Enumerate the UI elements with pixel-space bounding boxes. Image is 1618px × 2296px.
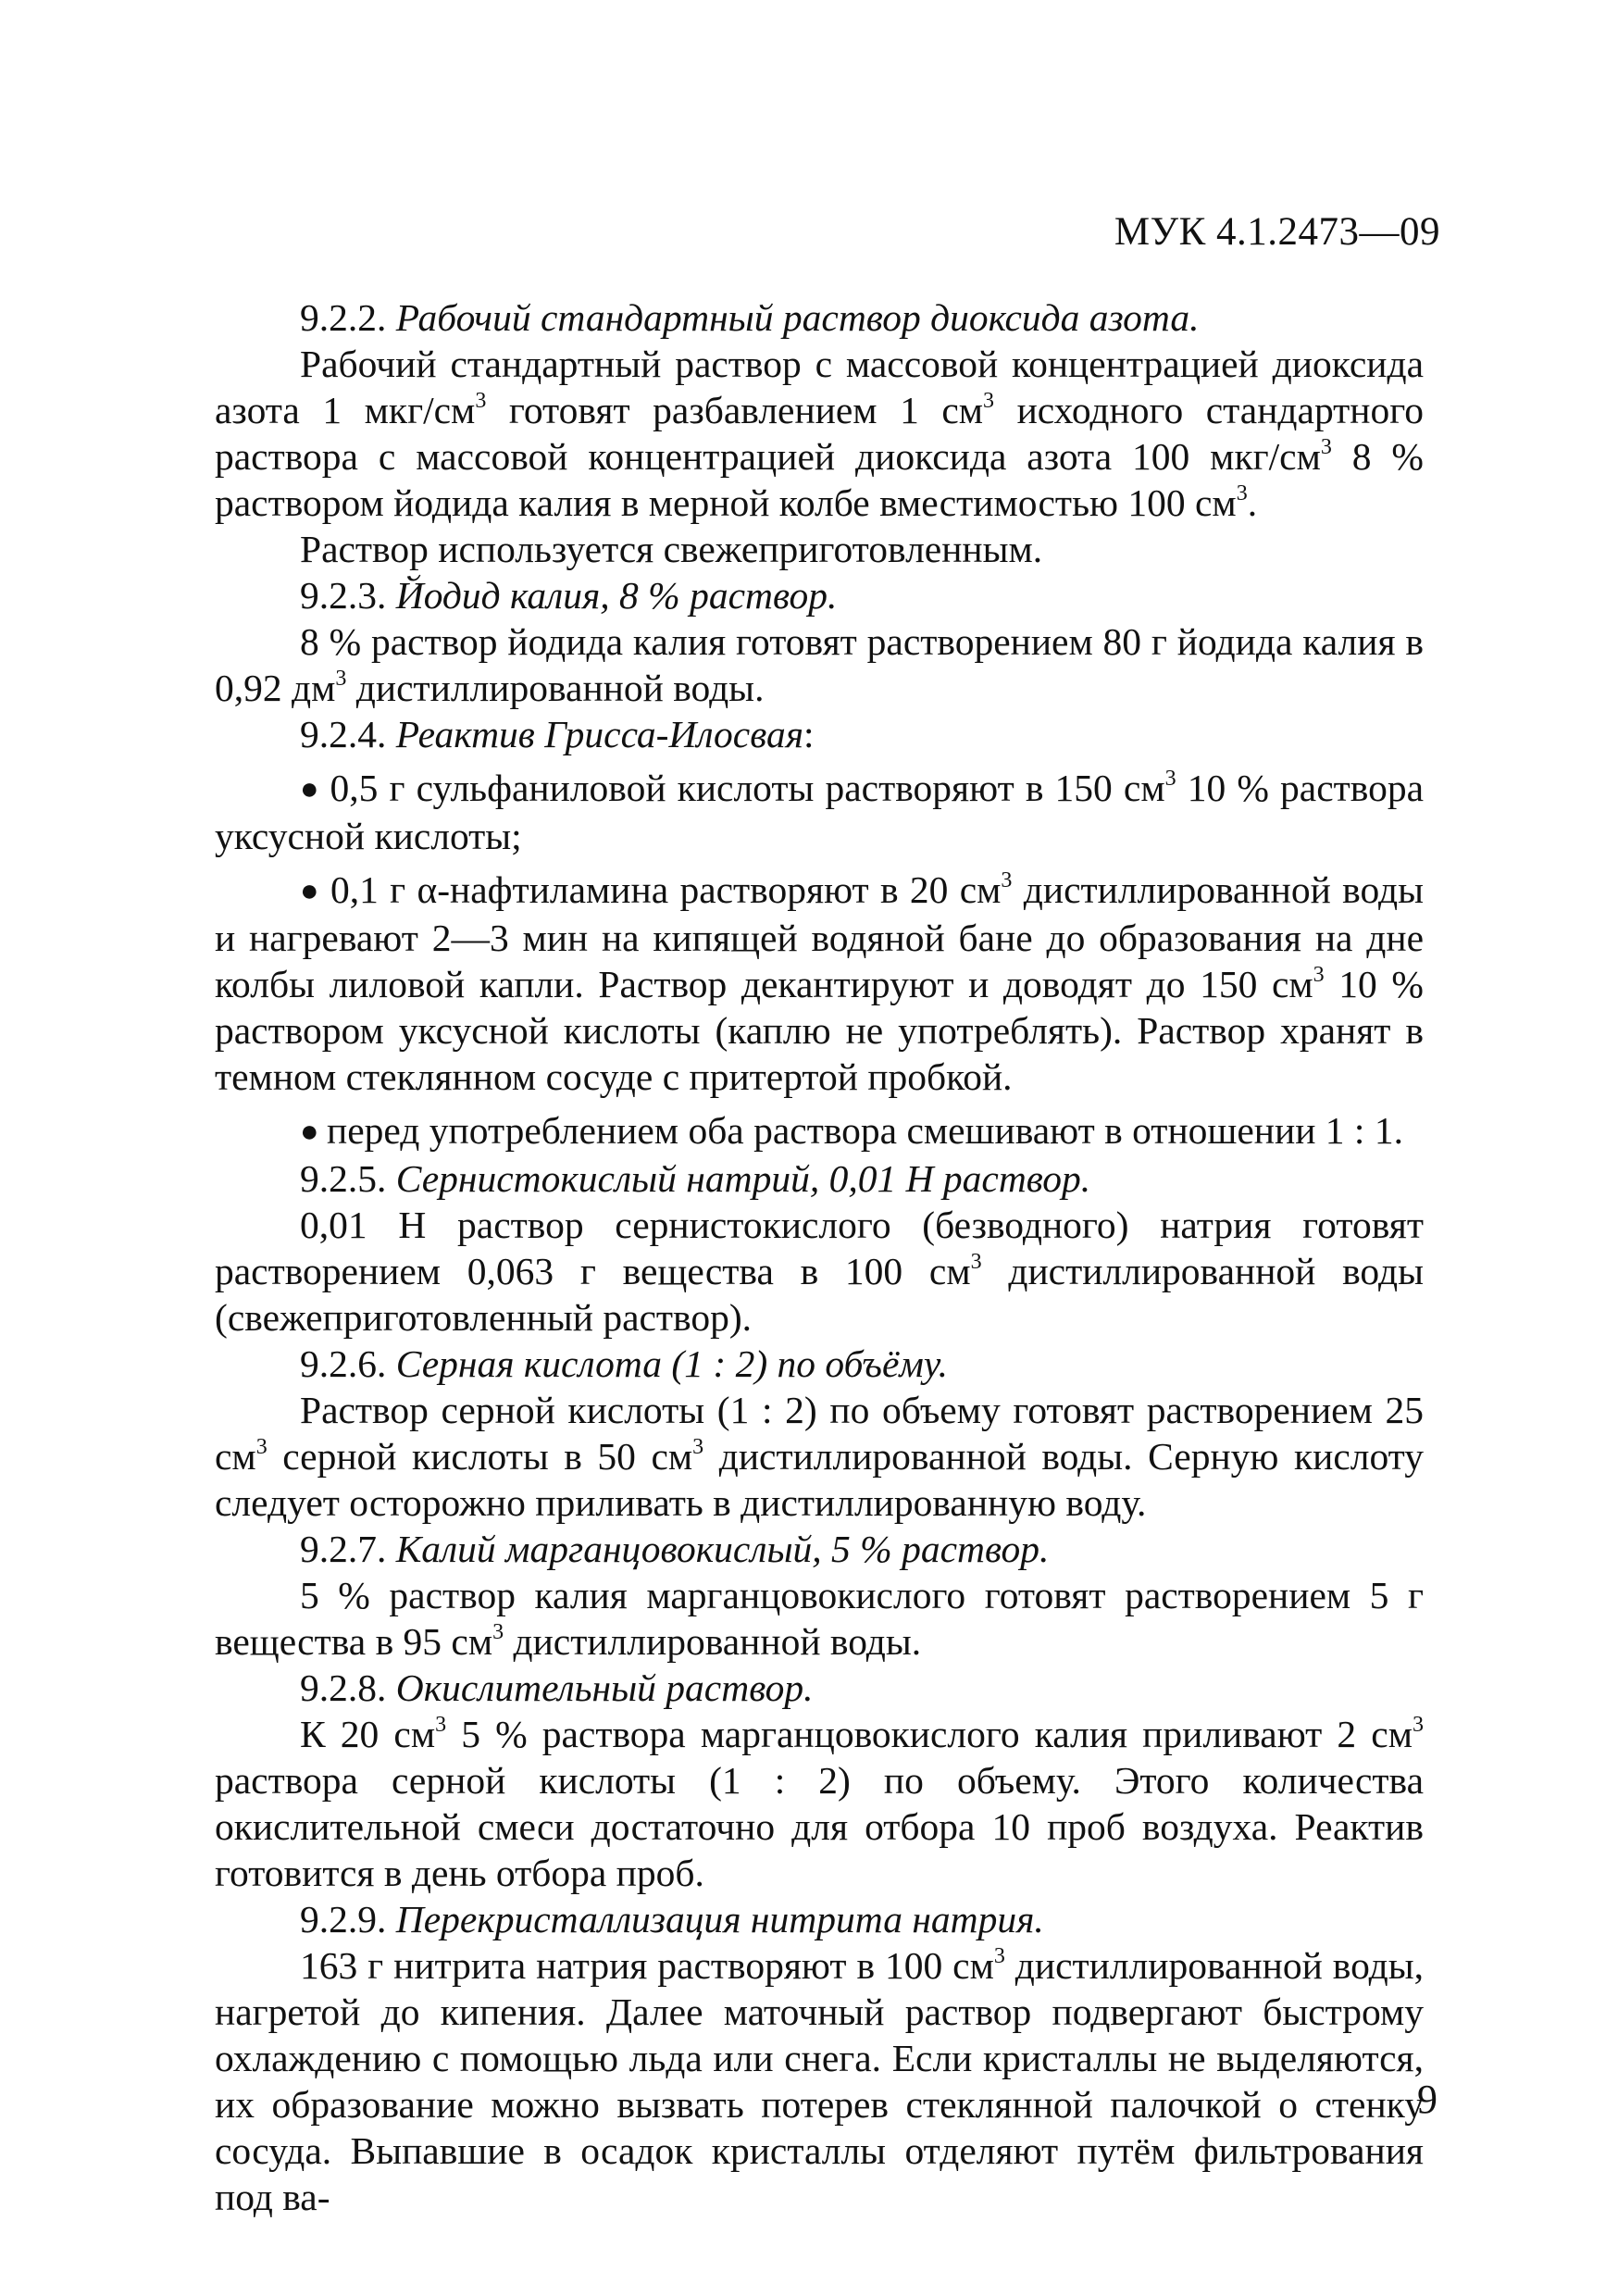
- bullet-dot-icon: ●: [300, 772, 330, 806]
- section-heading: [215, 1896, 1424, 1942]
- bullet-item: ● 0,1 г α-нафтиламина растворяют в 20 $см^3$ дистиллированной воды и нагревают 2—3 мин на кипящей водяной бане до образования на дне колбы лиловой капли. Раствор декантируют и доводят до 150 $см^3$ 10 % раствором уксусной кислоты (каплю не употреблять). Раствор хранят в темном стеклянном сосуде с притертой пробкой.: [215, 868, 1424, 1098]
- section-number: 9.2.6.: [300, 1342, 396, 1385]
- section-number: 9.2.7.: [300, 1528, 396, 1570]
- section-number: 9.2.9.: [300, 1898, 396, 1940]
- paragraph: Раствор серной кислоты (1 : 2) по объему готовят растворением 25 $см^3$ серной кислоты в 50 $см^3$ дистиллированной воды. Серную кислоту следует осторожно приливать в дистиллированную воду.: [215, 1389, 1424, 1524]
- section-title: Окислительный раствор.: [395, 1666, 814, 1709]
- section-number: 9.2.4.: [300, 713, 396, 755]
- section-heading: [215, 1341, 1424, 1387]
- bullet-dot-icon: ●: [300, 874, 330, 908]
- document-body: [215, 294, 1424, 2220]
- paragraph: 8 % раствор йодида калия готовят растворением 80 г йодида калия в 0,92 $дм^3$ дистиллированной воды.: [215, 620, 1424, 709]
- document-header: МУК 4.1.2473—09: [1114, 210, 1440, 254]
- section-title: Перекристаллизация нитрита натрия.: [395, 1898, 1044, 1940]
- paragraph: 5 % раствор калия марганцовокислого готовят растворением 5 г вещества в 95 $см^3$ дистиллированной воды.: [215, 1574, 1424, 1663]
- section-heading: [215, 572, 1424, 618]
- paragraph: 0,01 Н раствор сернистокислого (безводного) натрия готовят растворением 0,063 г вещества в 100 $см^3$ дистиллированной воды (свежеприготовленный раствор).: [215, 1204, 1424, 1339]
- section-number: 9.2.2.: [300, 296, 396, 339]
- paragraph: Раствор используется свежеприготовленным.: [300, 528, 1043, 570]
- bullet-dot-icon: ●: [300, 1115, 328, 1149]
- paragraph: К 20 $см^3$ 5 % раствора марганцовокислого калия приливают 2 $см^3$ раствора серной кислоты (1 : 2) по объему. Этого количества окислительной смеси достаточно для отбора 10 проб воздуха. Реактив готовится в день отбора проб.: [215, 1713, 1424, 1894]
- section-heading: [215, 294, 1424, 341]
- section-title: Серная кислота (1 : 2) по объёму.: [395, 1342, 949, 1385]
- section-number: 9.2.8.: [300, 1666, 396, 1709]
- section-heading: 9.2.4. Реактив Грисса-Илосвая:: [300, 713, 815, 755]
- section-number: 9.2.5.: [300, 1157, 396, 1200]
- bullet-item: ● 0,5 г сульфаниловой кислоты растворяют в 150 $см^3$ 10 % раствора уксусной кислоты;: [215, 767, 1424, 857]
- paragraph: Рабочий стандартный раствор с массовой концентрацией диоксида азота 1 мкг/$см^3$ готовят разбавлением 1 $см^3$ исходного стандартного раствора с массовой концентрацией диоксида азота 100 мкг/$см^3$ 8 % раствором йодида калия в мерной колбе вместимостью 100 $см^3$.: [215, 343, 1424, 524]
- page-number: 9: [1417, 2077, 1438, 2122]
- section-title: Сернистокислый натрий, 0,01 Н раствор.: [395, 1157, 1091, 1200]
- section-heading: [215, 1155, 1424, 1202]
- section-title: Йодид калия, 8 % раствор.: [395, 574, 838, 617]
- section-title: Рабочий стандартный раствор диоксида азота.: [395, 296, 1200, 339]
- bullet-item: ● перед употреблением оба раствора смешивают в отношении 1 : 1.: [300, 1109, 1403, 1152]
- paragraph: 163 г нитрита натрия растворяют в 100 $см^3$ дистиллированной воды, нагретой до кипения. Далее маточный раствор подвергают быстрому охлаждению с помощью льда или снега. Если кристаллы не выделяются, их образование можно вызвать потерев стеклянной палочкой о стенку сосуда. Выпавшие в осадок кристаллы отделяют путём фильтрования под ва-: [215, 1944, 1424, 2218]
- section-title: Калий марганцовокислый, 5 % раствор.: [395, 1528, 1050, 1570]
- section-title: Реактив Грисса-Илосвая: [395, 713, 803, 755]
- section-number: 9.2.3.: [300, 574, 396, 617]
- section-heading: [215, 1526, 1424, 1572]
- section-heading: [215, 1665, 1424, 1711]
